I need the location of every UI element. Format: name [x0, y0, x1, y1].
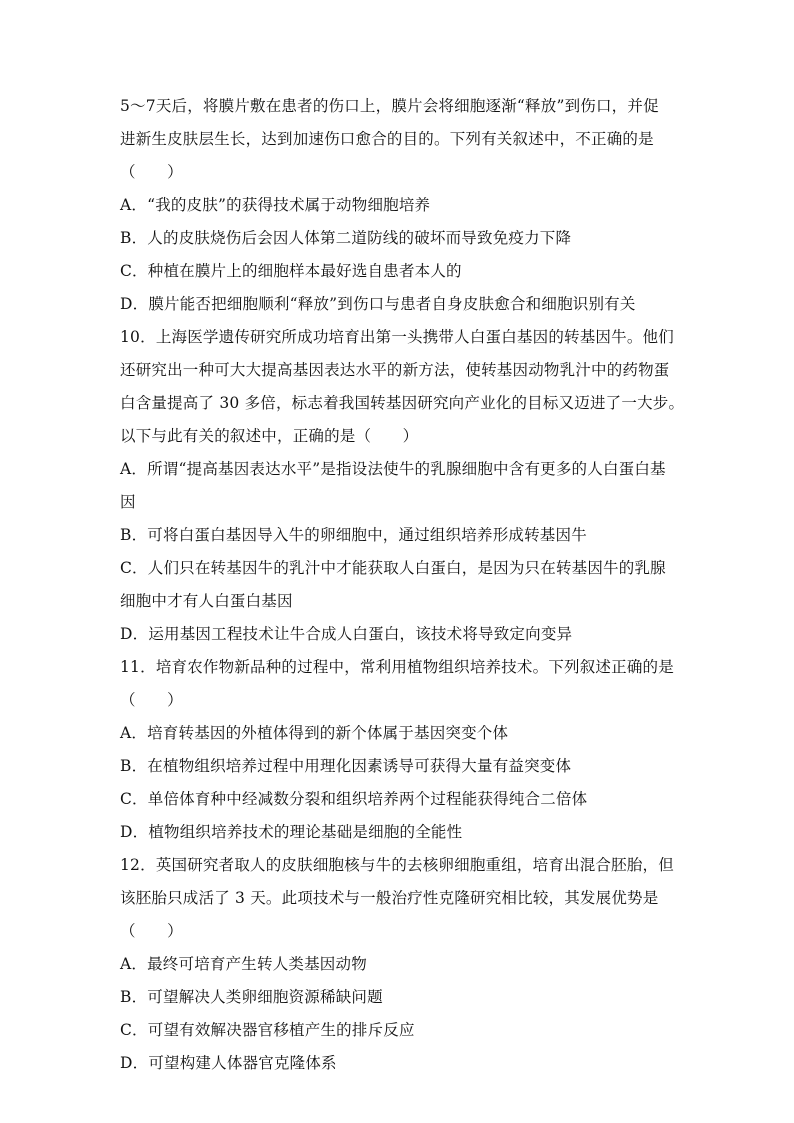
- text-line: （ ）: [120, 163, 183, 181]
- text-line: 进新生皮肤层生长，达到加速伤口愈合的目的。下列有关叙述中，不正确的是: [120, 130, 654, 148]
- question-10: 10．上海医学遗传研究所成功培育出第一头携带人白蛋白基因的转基因牛。他们: [120, 328, 674, 346]
- text-line: 因: [120, 493, 136, 511]
- option-a: A．最终可培育产生转人类基因动物: [120, 955, 367, 973]
- option-a: A．所谓“提高基因表达水平”是指设法使牛的乳腺细胞中含有更多的人白蛋白基: [120, 460, 666, 478]
- question-12: 12．英国研究者取人的皮肤细胞核与牛的去核卵细胞重组，培育出混合胚胎，但: [120, 856, 674, 874]
- text-line: 以下与此有关的叙述中，正确的是（ ）: [120, 427, 419, 445]
- option-a: A．“我的皮肤”的获得技术属于动物细胞培养: [120, 196, 431, 214]
- text-line: （ ）: [120, 691, 183, 709]
- text-line: 5～7天后，将膜片敷在患者的伤口上，膜片会将细胞逐渐“释放”到伤口，并促: [120, 97, 659, 115]
- question-11: 11．培育农作物新品种的过程中，常利用植物组织培养技术。下列叙述正确的是: [120, 658, 674, 676]
- option-c: C．单倍体育种中经减数分裂和组织培养两个过程能获得纯合二倍体: [120, 790, 588, 808]
- option-c: C．人们只在转基因牛的乳汁中才能获取人白蛋白，是因为只在转基因牛的乳腺: [120, 559, 666, 577]
- option-b: B．可将白蛋白基因导入牛的卵细胞中，通过组织培养形成转基因牛: [120, 526, 587, 544]
- option-b: B．在植物组织培养过程中用理化因素诱导可获得大量有益突变体: [120, 757, 572, 775]
- option-d: D．植物组织培养技术的理论基础是细胞的全能性: [120, 823, 463, 841]
- option-b: B．人的皮肤烧伤后会因人体第二道防线的破坏而导致免疫力下降: [120, 229, 572, 247]
- text-line: 还研究出一种可大大提高基因表达水平的新方法，使转基因动物乳汁中的药物蛋: [120, 361, 670, 379]
- text-line: 白含量提高了 30 多倍，标志着我国转基因研究向产业化的目标又迈进了一大步。: [120, 394, 685, 412]
- option-a: A．培育转基因的外植体得到的新个体属于基因突变个体: [120, 724, 509, 742]
- text-line: （ ）: [120, 922, 183, 940]
- text-line: 该胚胎只成活了 3 天。此项技术与一般治疗性克隆研究相比较，其发展优势是: [120, 889, 659, 907]
- option-b: B．可望解决人类卵细胞资源稀缺问题: [120, 988, 383, 1006]
- option-c: C．可望有效解决器官移植产生的排斥反应: [120, 1021, 415, 1039]
- option-c: C．种植在膜片上的细胞样本最好选自患者本人的: [120, 262, 462, 280]
- option-d: D．可望构建人体器官克隆体系: [120, 1054, 337, 1072]
- question-text: [120, 92, 685, 1077]
- option-d: D．膜片能否把细胞顺利“释放”到伤口与患者自身皮肤愈合和细胞识别有关: [120, 295, 636, 313]
- text-line: 细胞中才有人白蛋白基因: [120, 592, 293, 610]
- option-d: D．运用基因工程技术让牛合成人白蛋白，该技术将导致定向变异: [120, 625, 573, 643]
